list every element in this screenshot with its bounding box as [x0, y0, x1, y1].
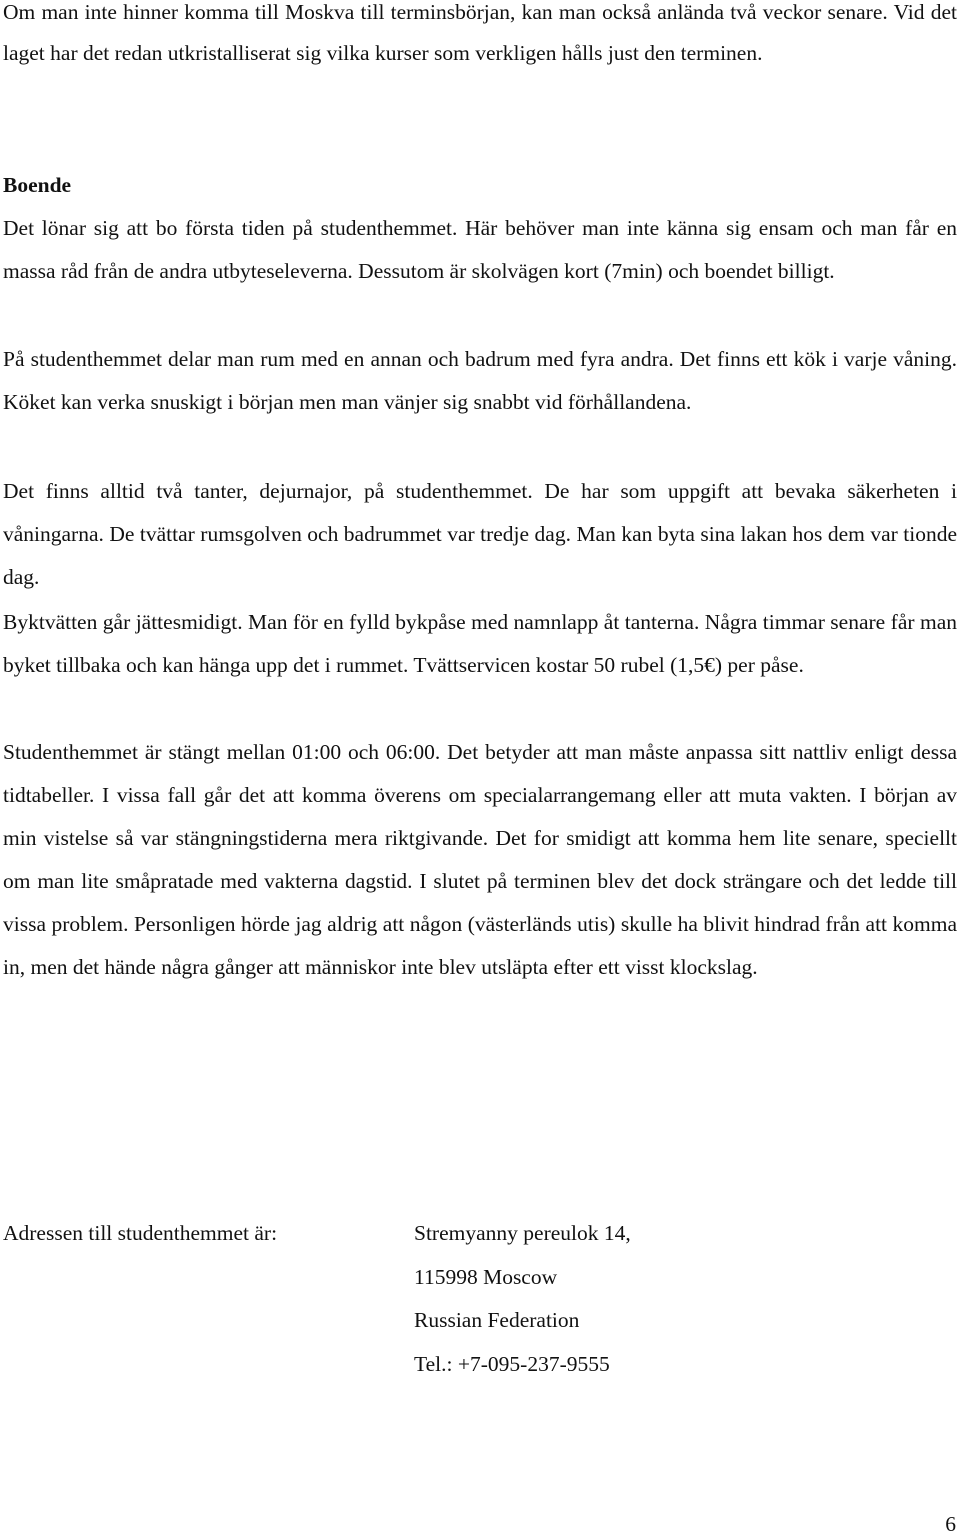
address-street: Stremyanny pereulok 14,: [414, 1221, 631, 1245]
address-country: Russian Federation: [414, 1308, 580, 1332]
boende-paragraph-5: Studenthemmet är stängt mellan 01:00 och 06:00. Det betyder att man måste anpassa sitt nattliv enligt dessa tidtabeller. I vissa fall går det att komma överens om specialarrangemang eller att muta vakten. I början av min vistelse så var stängningstiderna mera riktgivande. Det for smidigt att komma hem lite senare, speciellt om man lite småpratade med vakterna dagstid. I slutet på terminen blev det dock strängare och det ledde till vissa problem. Personligen hörde jag aldrig att någon (västerländs utis) skulle ha blivit hindrad från att komma in, men det hände några gånger att människor inte blev utsläpta efter ett visst klockslag.: [3, 740, 957, 979]
address-postal-city: 115998 Moscow: [414, 1264, 558, 1289]
address-block: [414, 1212, 631, 1386]
boende-paragraph-1: Det lönar sig att bo första tiden på studenthemmet. Här behöver man inte känna sig ensam och man får en massa råd från de andra utbyteseleverna. Dessutom är skolvägen kort (7min) och boendet billigt.: [3, 216, 957, 283]
address-phone: Tel.: +7-095-237-9555: [414, 1351, 610, 1376]
boende-paragraph-4: Byktvätten går jättesmidigt. Man för en fylld bykpåse med namnlapp åt tanterna. Några timmar senare får man byket tillbaka och kan hänga upp det i rummet. Tvättservicen kostar 50 rubel (1,5€) per påse.: [3, 610, 957, 677]
intro-paragraph: Om man inte hinner komma till Moskva till terminsbörjan, kan man också anlända två veckor senare. Vid det laget har det redan utkristalliserat sig vilka kurser som verkligen hålls just den terminen.: [3, 0, 957, 65]
boende-paragraph-3: Det finns alltid två tanter, dejurnajor, på studenthemmet. De har som uppgift att bevaka säkerheten i våningarna. De tvättar rumsgolven och badrummet var tredje dag. Man kan byta sina lakan hos dem var tionde dag.: [3, 479, 957, 589]
page-number: 6: [945, 1512, 956, 1536]
boende-paragraph-2: På studenthemmet delar man rum med en annan och badrum med fyra andra. Det finns ett kök i varje våning. Köket kan verka snuskigt i början men man vänjer sig snabbt vid förhållandena.: [3, 347, 957, 414]
address-label: Adressen till studenthemmet är:: [3, 1221, 278, 1245]
section-heading-boende: Boende: [3, 173, 72, 197]
